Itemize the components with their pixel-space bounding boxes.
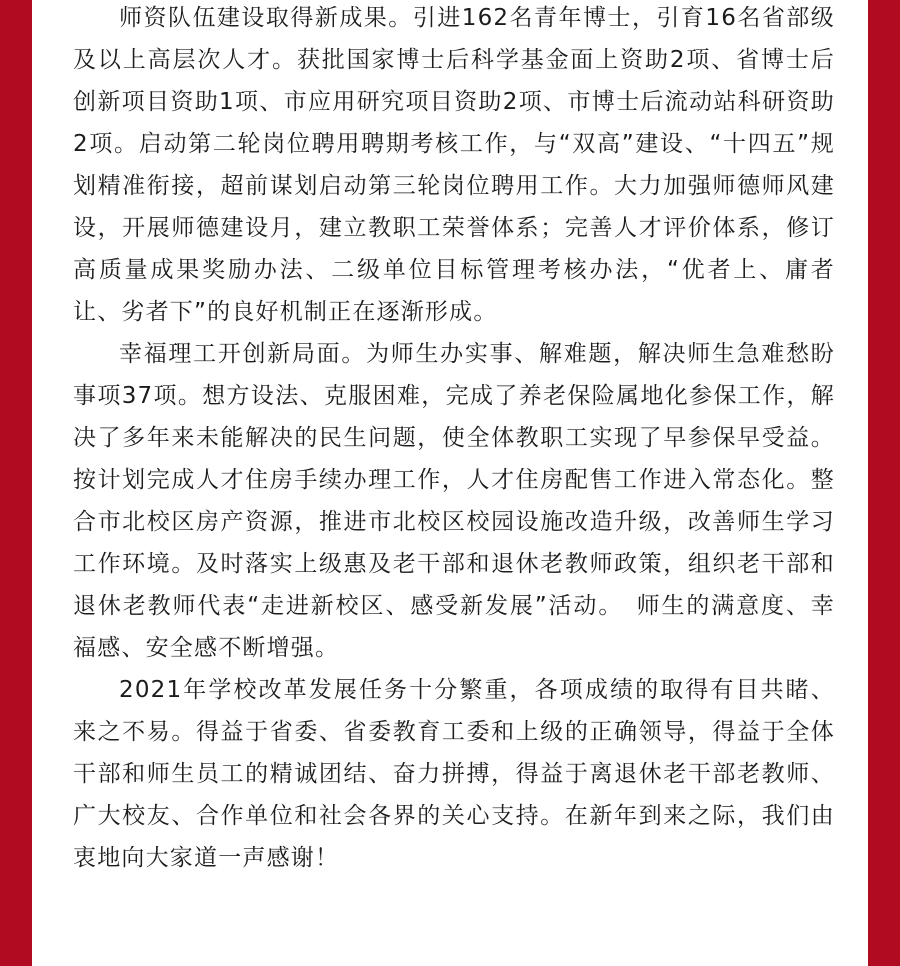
left-red-border: [0, 0, 32, 966]
article-body: [73, 0, 835, 966]
right-red-border: [868, 0, 900, 966]
paragraph-thanks: 2021年学校改革发展任务十分繁重，各项成绩的取得有目共睹、来之不易。得益于省委、省委教育工委和上级的正确领导，得益于全体干部和师生员工的精诚团结、奋力拼搏，得益于离退休老干部老教师、广大校友、合作单位和社会各界的关心支持。在新年到来之际，我们由衷地向大家道一声感谢！: [73, 677, 835, 871]
paragraph-happy-campus: 幸福理工开创新局面。为师生办实事、解难题，解决师生急难愁盼事项37项。想方设法、克服困难，完成了养老保险属地化参保工作，解决了多年来未能解决的民生问题，使全体教职工实现了早参保早受益。按计划完成人才住房手续办理工作，人才住房配售工作进入常态化。整合市北校区房产资源，推进市北校区校园设施改造升级，改善师生学习工作环境。及时落实上级惠及老干部和退休老教师政策，组织老干部和退休老教师代表“走进新校区、感受新发展”活动。 师生的满意度、幸福感、安全感不断增强。: [73, 341, 835, 661]
paragraph-faculty-building: 师资队伍建设取得新成果。引进162名青年博士，引育16名省部级及以上高层次人才。获批国家博士后科学基金面上资助2项、省博士后创新项目资助1项、市应用研究项目资助2项、市博士后流动站科研资助2项。启动第二轮岗位聘用聘期考核工作，与“双高”建设、“十四五”规划精准衔接，超前谋划启动第三轮岗位聘用工作。大力加强师德师风建设，开展师德建设月，建立教职工荣誉体系；完善人才评价体系，修订高质量成果奖励办法、二级单位目标管理考核办法，“优者上、庸者让、劣者下”的良好机制正在逐渐形成。: [73, 5, 835, 325]
